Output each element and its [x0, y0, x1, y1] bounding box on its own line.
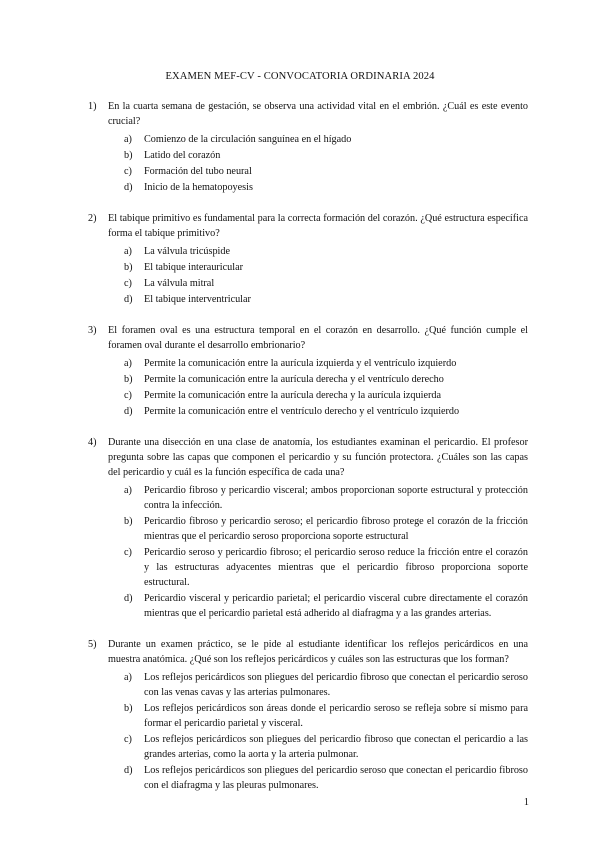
option-text: La válvula mitral [144, 278, 215, 289]
option-letter: a) [124, 246, 132, 257]
question-number: 1) [88, 101, 97, 112]
option-letter: d) [124, 593, 133, 604]
question-4 [88, 435, 528, 621]
question-number: 3) [88, 325, 97, 336]
option-text: Comienzo de la circulación sanguínea en el hígado [144, 134, 352, 145]
answer-option [124, 244, 528, 259]
option-letter: a) [124, 672, 132, 683]
question-stem [88, 323, 528, 353]
option-letter: a) [124, 485, 132, 496]
answer-option [124, 148, 528, 163]
option-text: Inicio de la hematopoyesis [144, 182, 253, 193]
question-list [88, 99, 528, 809]
question-text: El tabique primitivo es fundamental para la correcta formación del corazón. ¿Qué estructura específica forma el tabique primitivo? [108, 213, 528, 239]
answer-options [88, 244, 528, 307]
option-letter: a) [124, 134, 132, 145]
answer-option [124, 701, 528, 731]
answer-option [124, 545, 528, 590]
option-text: Pericardio visceral y pericardio parietal; el pericardio visceral cubre directamente el corazón mientras que el pericardio parietal está adherido al diafragma y a las grandes arterias. [144, 593, 528, 619]
answer-option [124, 591, 528, 621]
question-number: 4) [88, 437, 97, 448]
question-stem [88, 435, 528, 480]
option-letter: d) [124, 765, 133, 776]
answer-options [88, 132, 528, 195]
answer-option [124, 763, 528, 793]
answer-option [124, 670, 528, 700]
option-text: Pericardio fibroso y pericardio seroso; el pericardio fibroso protege el corazón de la fricción mientras que el pericardio seroso proporciona soporte estructural [144, 516, 528, 542]
question-text: El foramen oval es una estructura temporal en el corazón en desarrollo. ¿Qué función cumple el foramen oval durante el desarrollo embrionario? [108, 325, 528, 351]
answer-option [124, 372, 528, 387]
option-letter: b) [124, 703, 133, 714]
page-number: 1 [523, 797, 529, 808]
option-letter: d) [124, 294, 133, 305]
option-letter: d) [124, 182, 133, 193]
option-letter: c) [124, 390, 132, 401]
option-text: Pericardio fibroso y pericardio visceral; ambos proporcionan soporte estructural y protección contra la infección. [144, 485, 528, 511]
answer-option [124, 514, 528, 544]
question-number: 5) [88, 639, 97, 650]
answer-option [124, 164, 528, 179]
answer-options [88, 356, 528, 419]
option-text: Formación del tubo neural [144, 166, 252, 177]
option-text: Los reflejos pericárdicos son pliegues del pericardio fibroso que conectan el pericardio seroso con las venas cavas y las arterias pulmonares. [144, 672, 528, 698]
option-letter: c) [124, 278, 132, 289]
answer-option [124, 276, 528, 291]
option-letter: b) [124, 516, 133, 527]
option-text: Los reflejos pericárdicos son pliegues del pericardio fibroso que conectan el pericardio a las grandes arterias, como la aorta y la arteria pulmonar. [144, 734, 528, 760]
option-text: Los reflejos pericárdicos son pliegues del pericardio seroso que conectan el pericardio fibroso con el diafragma y las pleuras pulmonares. [144, 765, 528, 791]
question-text: En la cuarta semana de gestación, se observa una actividad vital en el embrión. ¿Cuál es este evento crucial? [108, 101, 528, 127]
question-stem [88, 211, 528, 241]
option-letter: b) [124, 262, 133, 273]
answer-option [124, 483, 528, 513]
option-text: Pericardio seroso y pericardio fibroso; el pericardio seroso reduce la fricción entre el corazón y las estructuras adyacentes mientras que el pericardio fibroso proporciona soporte estructural. [144, 547, 528, 588]
option-letter: a) [124, 358, 132, 369]
question-2 [88, 211, 528, 307]
option-text: Permite la comunicación entre el ventrículo derecho y el ventrículo izquierdo [144, 406, 460, 417]
option-text: El tabique interauricular [144, 262, 243, 273]
question-stem [88, 99, 528, 129]
option-text: La válvula tricúspide [144, 246, 230, 257]
option-text: Permite la comunicación entre la aurícula izquierda y el ventrículo izquierdo [144, 358, 457, 369]
answer-option [124, 404, 528, 419]
answer-option [124, 180, 528, 195]
question-text: Durante un examen práctico, se le pide al estudiante identificar los reflejos pericárdicos en una muestra anatómica. ¿Qué son los reflejos pericárdicos y cuáles son las estructuras que los forman? [108, 639, 528, 665]
option-text: El tabique interventricular [144, 294, 251, 305]
answer-option [124, 732, 528, 762]
answer-option [124, 356, 528, 371]
option-letter: b) [124, 374, 133, 385]
answer-option [124, 292, 528, 307]
answer-option [124, 260, 528, 275]
document-title: EXAMEN MEF-CV - CONVOCATORIA ORDINARIA 2024 [165, 71, 435, 82]
question-stem [88, 637, 528, 667]
option-letter: b) [124, 150, 133, 161]
question-5 [88, 637, 528, 793]
option-text: Latido del corazón [144, 150, 221, 161]
option-letter: c) [124, 734, 132, 745]
option-letter: c) [124, 166, 132, 177]
question-text: Durante una disección en una clase de anatomía, los estudiantes examinan el pericardio. El profesor pregunta sobre las capas que componen el pericardio y su función protectora. ¿Cuáles son las capas del pericardio y cuál es la función específica de cada una? [108, 437, 528, 478]
option-text: Permite la comunicación entre la aurícula derecha y el ventrículo derecho [144, 374, 444, 385]
answer-options [88, 483, 528, 621]
question-number: 2) [88, 213, 97, 224]
option-letter: c) [124, 547, 132, 558]
option-text: Los reflejos pericárdicos son áreas donde el pericardio seroso se refleja sobre sí mismo para formar el pericardio parietal y visceral. [144, 703, 528, 729]
question-3 [88, 323, 528, 419]
answer-option [124, 132, 528, 147]
option-text: Permite la comunicación entre la aurícula derecha y la aurícula izquierda [144, 390, 441, 401]
option-letter: d) [124, 406, 133, 417]
answer-options [88, 670, 528, 793]
answer-option [124, 388, 528, 403]
question-1 [88, 99, 528, 195]
